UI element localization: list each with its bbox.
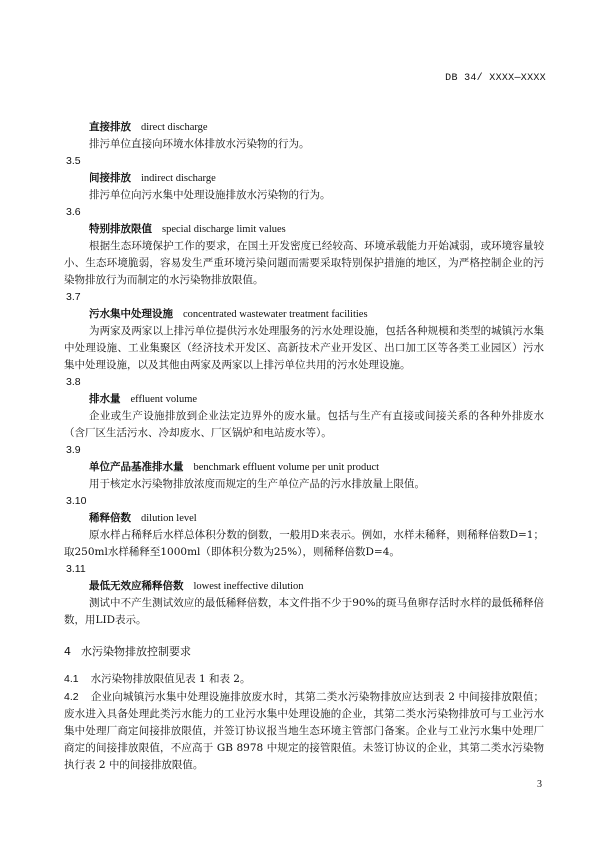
term-heading (89, 170, 544, 187)
term-heading (89, 119, 544, 136)
term-chinese: 特别排放限值 (89, 223, 152, 235)
clause-number: 3.10 (66, 495, 87, 507)
section-title: 水污染物排放控制要求 (81, 645, 191, 658)
term-definition: 排污单位向污水集中处理设施排放水污染物的行为。 (89, 189, 331, 201)
term-heading (89, 459, 544, 476)
term-entry (64, 119, 544, 153)
clause-text: 水污染物排放限值见表 1 和表 2。 (90, 673, 251, 685)
document-code: DB 34/ XXXX—XXXX (445, 73, 546, 84)
term-heading (89, 578, 544, 595)
term-english: special discharge limit values (162, 224, 286, 235)
term-english: benchmark effluent volume per unit product (193, 462, 380, 473)
clause-number: 3.5 (66, 155, 81, 167)
clause-number: 4.1 (64, 673, 79, 685)
term-heading (89, 510, 544, 527)
term-entry (64, 289, 544, 374)
term-english: direct discharge (141, 122, 208, 133)
term-heading (89, 221, 544, 238)
term-chinese: 单位产品基准排水量 (89, 461, 184, 473)
term-heading (89, 306, 544, 323)
term-definition: 用于核定水污染物排放浓度而规定的生产单位产品的污水排放量上限值。 (89, 478, 425, 490)
term-entry (64, 561, 544, 629)
term-english: concentrated wastewater treatment facilities (183, 309, 368, 320)
section-heading (64, 643, 544, 659)
term-entry (64, 204, 544, 289)
term-definition: 排污单位直接向环境水体排放水污染物的行为。 (89, 138, 310, 150)
term-entry (64, 153, 544, 204)
clause-number: 3.8 (66, 376, 81, 388)
term-english: effluent volume (130, 394, 198, 405)
term-entry (64, 493, 544, 561)
term-chinese: 直接排放 (89, 121, 131, 133)
term-chinese: 排水量 (89, 393, 121, 405)
section-number: 4 (64, 645, 71, 658)
term-chinese: 污水集中处理设施 (89, 308, 173, 320)
clause-number: 3.11 (66, 563, 86, 575)
clause-number: 4.2 (64, 691, 79, 703)
term-english: lowest ineffective dilution (193, 581, 304, 592)
term-english: indirect discharge (141, 173, 216, 184)
term-definition: 根据生态环境保护工作的要求，在国土开发密度已经较高、环境承载能力开始减弱，或环境容量较小、生态环境脆弱，容易发生严重环境污染问题而需要采取特别保护措施的地区，为严格控制企业的污染物排放行为而制定的水污染物排放限值。 (64, 240, 544, 286)
clause-paragraph (64, 671, 544, 688)
page-number: 3 (537, 779, 542, 790)
clause-text: 企业向城镇污水集中处理设施排放废水时，其第二类水污染物排放应达到表 2 中间接排放限值；废水进入具备处理此类污水能力的工业污水集中处理设施的企业，其第二类水污染物排放可与工业污水集中处理厂商定间接排放限值，并签订协议报当地生态环境主管部门备案。企业与工业污水集中处理厂商定的间接排放限值，不应高于 GB 8978 中规定的接管限值。未签订协议的企业，其第二类水污染物执行表 2 中的间接排放限值。 (64, 691, 544, 771)
term-entry (64, 374, 544, 442)
document-body (64, 119, 544, 774)
term-heading (89, 391, 544, 408)
clause-number: 3.6 (66, 206, 81, 218)
term-definition: 原水样占稀释后水样总体积分数的倒数，一般用D来表示。例如，水样未稀释，则稀释倍数D=1；取250ml水样稀释至1000ml（即体积分数为25%），则稀释倍数D=4。 (64, 529, 544, 558)
term-chinese: 稀释倍数 (89, 512, 131, 524)
term-english: dilution level (141, 513, 197, 524)
term-definition: 企业或生产设施排放到企业法定边界外的废水量。包括与生产有直接或间接关系的各种外排废水（含厂区生活污水、冷却废水、厂区锅炉和电站废水等）。 (64, 410, 544, 439)
clause-number: 3.7 (66, 291, 81, 303)
term-definition: 为两家及两家以上排污单位提供污水处理服务的污水处理设施，包括各种规模和类型的城镇污水集中处理设施、工业集聚区（经济技术开发区、高新技术产业开发区、出口加工区等各类工业园区）污水集中处理设施，以及其他由两家及两家以上排污单位共用的污水处理设施。 (64, 325, 544, 371)
term-entry (64, 442, 544, 493)
term-definition: 测试中不产生测试效应的最低稀释倍数，本文件指不少于90%的斑马鱼卵存活时水样的最低稀释倍数，用LID表示。 (64, 597, 544, 626)
clause-number: 3.9 (66, 444, 81, 456)
clause-paragraph (64, 689, 544, 774)
term-chinese: 最低无效应稀释倍数 (89, 580, 184, 592)
term-chinese: 间接排放 (89, 172, 131, 184)
